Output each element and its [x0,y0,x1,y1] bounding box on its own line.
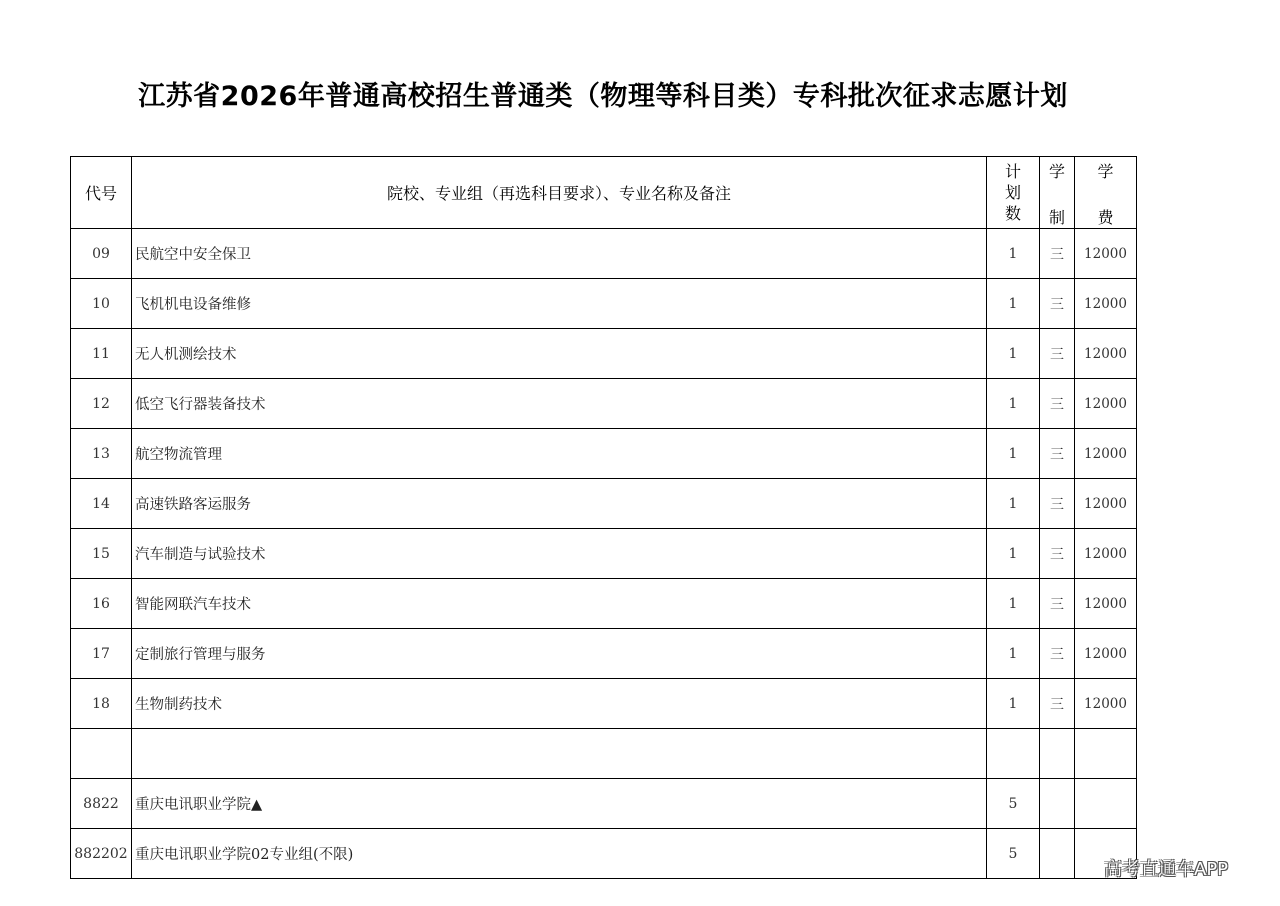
cell-code: 13 [71,429,132,479]
table-row [71,379,1137,429]
cell-length: 三 [1040,629,1075,679]
table-row [71,729,1137,779]
cell-name: 重庆电讯职业学院▲ [132,779,987,829]
cell-length: 三 [1040,379,1075,429]
table-row [71,229,1137,279]
cell-name: 重庆电讯职业学院02专业组(不限) [132,829,987,879]
cell-name: 飞机机电设备维修 [132,279,987,329]
table-row [71,329,1137,379]
cell-code: 15 [71,529,132,579]
cell-name: 民航空中安全保卫 [132,229,987,279]
cell-fee: 12000 [1075,429,1137,479]
cell-fee: 12000 [1075,479,1137,529]
cell-length: 三 [1040,329,1075,379]
table-row [71,779,1137,829]
cell-fee [1075,779,1137,829]
cell-code: 16 [71,579,132,629]
header-plan [987,157,1040,229]
cell-length: 三 [1040,229,1075,279]
cell-fee: 12000 [1075,679,1137,729]
cell-length [1040,829,1075,879]
cell-fee: 12000 [1075,579,1137,629]
header-fee-char: 费 [1097,208,1114,227]
table-row [71,279,1137,329]
cell-name: 航空物流管理 [132,429,987,479]
cell-plan: 5 [987,829,1040,879]
cell-length: 三 [1040,529,1075,579]
header-length [1040,157,1075,229]
cell-plan: 1 [987,279,1040,329]
cell-plan: 1 [987,479,1040,529]
cell-code: 11 [71,329,132,379]
cell-name: 低空飞行器装备技术 [132,379,987,429]
cell-fee: 12000 [1075,529,1137,579]
cell-fee: 12000 [1075,279,1137,329]
header-plan-char: 划 [1004,183,1021,202]
cell-fee: 12000 [1075,229,1137,279]
cell-name: 汽车制造与试验技术 [132,529,987,579]
cell-length: 三 [1040,679,1075,729]
cell-name: 生物制药技术 [132,679,987,729]
cell-code: 12 [71,379,132,429]
cell-length: 三 [1040,429,1075,479]
cell-code: 8822 [71,779,132,829]
cell-plan [987,729,1040,779]
cell-plan: 1 [987,229,1040,279]
header-fee-char: 学 [1097,162,1114,181]
table-row [71,429,1137,479]
cell-plan: 1 [987,629,1040,679]
cell-length: 三 [1040,279,1075,329]
header-plan-char: 计 [1004,162,1021,181]
table-row [71,679,1137,729]
table-row [71,629,1137,679]
cell-plan: 5 [987,779,1040,829]
cell-plan: 1 [987,329,1040,379]
cell-fee [1075,729,1137,779]
table-header-row [71,157,1137,229]
cell-fee: 12000 [1075,379,1137,429]
cell-plan: 1 [987,529,1040,579]
cell-plan: 1 [987,379,1040,429]
header-code: 代号 [71,157,132,229]
cell-fee: 12000 [1075,329,1137,379]
cell-length: 三 [1040,579,1075,629]
cell-code: 882202 [71,829,132,879]
cell-plan: 1 [987,679,1040,729]
cell-length [1040,729,1075,779]
cell-code: 09 [71,229,132,279]
cell-name: 定制旅行管理与服务 [132,629,987,679]
table-row [71,479,1137,529]
cell-name [132,729,987,779]
cell-code: 17 [71,629,132,679]
cell-code: 14 [71,479,132,529]
cell-name: 高速铁路客运服务 [132,479,987,529]
cell-code [71,729,132,779]
header-plan-char: 数 [1004,204,1021,223]
cell-fee: 12000 [1075,629,1137,679]
cell-plan: 1 [987,579,1040,629]
header-name: 院校、专业组（再选科目要求）、专业名称及备注 [132,157,987,229]
cell-name: 无人机测绘技术 [132,329,987,379]
cell-name: 智能网联汽车技术 [132,579,987,629]
cell-length: 三 [1040,479,1075,529]
table-row [71,829,1137,879]
cell-code: 18 [71,679,132,729]
cell-length [1040,779,1075,829]
watermark-text: 高考直通车APP [1104,859,1229,880]
table-row [71,529,1137,579]
header-length-char: 制 [1048,208,1065,227]
cell-code: 10 [71,279,132,329]
cell-plan: 1 [987,429,1040,479]
enrollment-plan-table [70,156,1137,879]
page-title: 江苏省2026年普通高校招生普通类（物理等科目类）专科批次征求志愿计划 [138,81,1068,112]
header-length-char: 学 [1048,162,1065,181]
header-fee [1075,157,1137,229]
table-row [71,579,1137,629]
